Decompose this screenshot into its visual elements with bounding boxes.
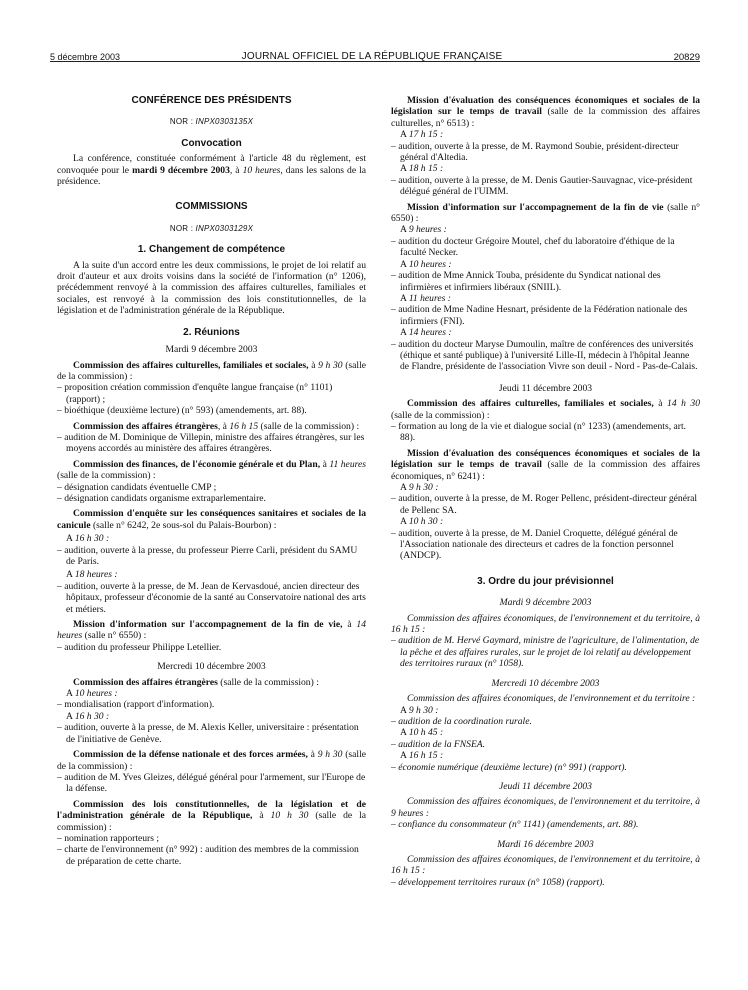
agenda-item: – audition de M. Dominique de Villepin, ministre des affaires étrangères, sur les moyens accordés au ministère des affaires étrangères.: [57, 431, 365, 455]
agenda-item: – économie numérique (deuxième lecture) (n° 991) (rapport).: [391, 761, 627, 773]
section-1-title: 1. Changement de compétence: [137, 244, 286, 256]
commissions-title: COMMISSIONS: [175, 201, 248, 213]
header-journal-title: JOURNAL OFFICIEL DE LA RÉPUBLIQUE FRANÇAISE: [241, 51, 503, 62]
conference-title: CONFÉRENCE DES PRÉSIDENTS: [131, 95, 292, 106]
commissions-nor: NOR : INPX0303129X: [169, 223, 254, 233]
agenda-item: – audition, ouverte à la presse, de M. Roger Pellenc, président-directeur général de Pellenc SA.: [391, 493, 698, 516]
time-slot: A 14 heures :: [400, 327, 452, 339]
agenda-item: – audition de Mme Nadine Hesnart, présidente de la Fédération nationale des infirmiers (FNI).: [391, 304, 688, 327]
page-header: [0, 0, 748, 72]
meeting-heading: Commission des affaires culturelles, familiales et sociales, à 14 h 30 (salle de la commission) :: [391, 398, 700, 421]
time-slot: A 10 h 45 :: [400, 727, 444, 739]
time-slot: A 9 h 30 :: [400, 704, 439, 716]
agenda-item: – nomination rapporteurs ;: [57, 832, 160, 844]
time-slot: A 9 heures :: [400, 224, 447, 236]
agenda-day-heading: Mardi 16 décembre 2003: [497, 838, 594, 850]
meeting-heading: Commission des affaires étrangères, à 16 h 15 (salle de la commission) :: [73, 420, 360, 432]
agenda-item: – bioéthique (deuxième lecture) (n° 593) (amendements, art. 88).: [57, 405, 307, 417]
conference-nor: NOR : INPX0303135X: [169, 117, 254, 127]
day-heading-tuesday: Mardi 9 décembre 2003: [165, 344, 258, 356]
meeting-heading: Commission d'enquête sur les conséquences sanitaires et sociales de la canicule (salle n° 6242, 2e sous-sol du Palais-Bourbon) :: [57, 508, 366, 531]
agenda-item: – formation au long de la vie et dialogue social (n° 1233) (amendements, art. 88).: [391, 420, 687, 444]
agenda-item: – audition de Mme Annick Touba, présidente du Syndicat national des infirmières et infirmiers libéraux (SNIIL).: [391, 270, 661, 293]
time-slot: A 18 heures :: [66, 569, 118, 581]
meeting-heading: Commission des affaires culturelles, familiales et sociales, à 9 h 30 (salle de la commission) :: [57, 359, 366, 382]
agenda-item: – audition de la coordination rurale.: [391, 715, 532, 727]
agenda-item: – proposition création commission d'enquête langue française (n° 1101) (rapport) ;: [57, 382, 333, 405]
meeting-heading: Commission de la défense nationale et des forces armées, à 9 h 30 (salle de la commission) :: [57, 749, 367, 772]
agenda-item: – mondialisation (rapport d'information).: [57, 699, 215, 711]
agenda-commission: Commission des affaires économiques, de l'environnement et du territoire, à 16 h 15 :: [391, 853, 700, 877]
agenda-item: – audition de la FNSEA.: [391, 738, 486, 750]
time-slot: A 11 heures :: [400, 292, 451, 304]
agenda-commission: Commission des affaires économiques, de l'environnement et du territoire, à 9 heures :: [391, 796, 700, 819]
agenda-item: – développement territoires ruraux (n° 1058) (rapport).: [391, 876, 605, 888]
agenda-commission: Commission des affaires économiques, de l'environnement et du territoire, à 16 h 15 :: [391, 612, 700, 636]
time-slot: A 16 h 30 :: [66, 533, 110, 545]
section-1-text: A la suite d'un accord entre les deux commissions, le projet de loi relatif au droit d'auteur et aux droits voisins dans la société de l'information (n° 1206), précédemment renvoyé à la commission des affaires culturelles, familiales et sociales, est renvoyé à la commission des lois constitutionnelles, de la législation et de l'administration générale de la République.: [57, 259, 366, 317]
time-slot: A 16 h 15 :: [400, 750, 444, 762]
meeting-heading: Commission des affaires étrangères (salle de la commission) :: [73, 676, 319, 688]
agenda-item: – désignation candidats éventuelle CMP ;: [57, 481, 217, 493]
right-column: [391, 95, 700, 888]
agenda-item: – audition du professeur Philippe Letellier.: [57, 641, 222, 653]
header-page-number: 20829: [673, 52, 700, 63]
agenda-item: – audition, ouverte à la presse, de M. Alexis Keller, universitaire : présentation de l'initiative de Genève.: [57, 722, 359, 745]
meeting-heading: Commission des finances, de l'économie générale et du Plan, à 11 heures (salle de la commission) :: [57, 458, 366, 482]
time-slot: A 9 h 30 :: [400, 482, 439, 493]
time-slot: A 10 h 30 :: [400, 516, 444, 528]
convocation-text: La conférence, constituée conformément à l'article 48 du règlement, est convoquée pour le mardi 9 décembre 2003, à 10 heures, dans les salons de la présidence.: [57, 153, 366, 188]
header-rule: [50, 61, 700, 62]
agenda-item: – audition de M. Yves Gleizes, délégué général pour l'armement, sur l'Europe de la défense.: [57, 771, 366, 795]
day-heading-thursday: Jeudi 11 décembre 2003: [498, 382, 593, 394]
agenda-day-heading: Jeudi 11 décembre 2003: [499, 780, 592, 792]
agenda-day-heading: Mardi 9 décembre 2003: [499, 597, 592, 609]
time-slot: A 17 h 15 :: [400, 129, 444, 141]
section-2-title: 2. Réunions: [183, 326, 240, 338]
agenda-item: – audition, ouverte à la presse, de M. Denis Gautier-Sauvagnac, vice-président délégué général de l'UIMM.: [391, 174, 693, 198]
header-date: 5 décembre 2003: [50, 52, 121, 62]
meeting-heading: Mission d'évaluation des conséquences économiques et sociales de la législation sur le temps de travail (salle de la commission des affaires économiques, n° 6241) :: [391, 447, 700, 482]
agenda-day-heading: Mercredi 10 décembre 2003: [491, 677, 600, 689]
time-slot: A 10 heures :: [400, 258, 452, 270]
agenda-item: – audition, ouverte à la presse, de M. Raymond Soubie, président-directeur général d'Altedia.: [391, 140, 679, 164]
section-3-title: 3. Ordre du jour prévisionnel: [477, 575, 614, 587]
agenda-item: – audition, ouverte à la presse, du professeur Pierre Carli, président du SAMU de Paris.: [57, 544, 358, 567]
meeting-heading: Mission d'information sur l'accompagnement de la fin de vie (salle n° 6550) :: [391, 201, 700, 225]
agenda-item: – audition du docteur Grégoire Moutel, chef du laboratoire d'éthique de la faculté Necker.: [391, 235, 675, 259]
agenda-item: – audition de M. Hervé Gaymard, ministre de l'agriculture, de l'alimentation, de la pêche et des affaires rurales, sur le projet de loi relatif au développement des territoires ruraux (n° 1058).: [391, 635, 700, 670]
convocation-title: Convocation: [181, 137, 242, 149]
agenda-item: – audition, ouverte à la presse, de M. Jean de Kervasdoué, ancien directeur des hôpitaux, professeur d'économie de la santé au Conservatoire national des arts et métiers.: [57, 580, 366, 615]
agenda-item: – charte de l'environnement (n° 992) : audition des membres de la commission de préparation de cette charte.: [57, 844, 359, 867]
day-heading-wednesday: Mercredi 10 décembre 2003: [157, 661, 266, 673]
agenda-item: – désignation candidats organisme extraparlementaire.: [57, 492, 266, 504]
meeting-heading: Mission d'évaluation des conséquences économiques et sociales de la législation sur le temps de travail (salle de la commission des affaires culturelles, n° 6513) :: [391, 95, 700, 129]
agenda-item: – audition, ouverte à la presse, de M. Daniel Croquette, délégué général de l'Association nationale des directeurs et cadres de la fonction personnel (ANDCP).: [391, 527, 678, 562]
left-column: [57, 95, 366, 867]
agenda-item: – confiance du consommateur (n° 1141) (amendements, art. 88).: [391, 819, 639, 831]
meeting-heading: Mission d'information sur l'accompagnement de la fin de vie, à 14 heures (salle n° 6550) :: [57, 619, 367, 642]
time-slot: A 16 h 30 :: [66, 710, 110, 722]
time-slot: A 10 heures :: [66, 688, 118, 700]
meeting-heading: Commission des lois constitutionnelles, de la législation et de l'administration générale de la République, à 10 h 30 (salle de la commission) :: [57, 798, 366, 833]
time-slot: A 18 h 15 :: [400, 163, 444, 175]
agenda-item: – audition du docteur Maryse Dumoulin, maître de conférences des universités (éthique et santé publique) à l'université Lille-II, médecin à l'hôpital Jeanne de Flandre, présidente de l'association Vivre son deuil - Nord - Pas-de-Calais.: [391, 338, 698, 373]
agenda-commission: Commission des affaires économiques, de l'environnement et du territoire :: [407, 693, 696, 705]
